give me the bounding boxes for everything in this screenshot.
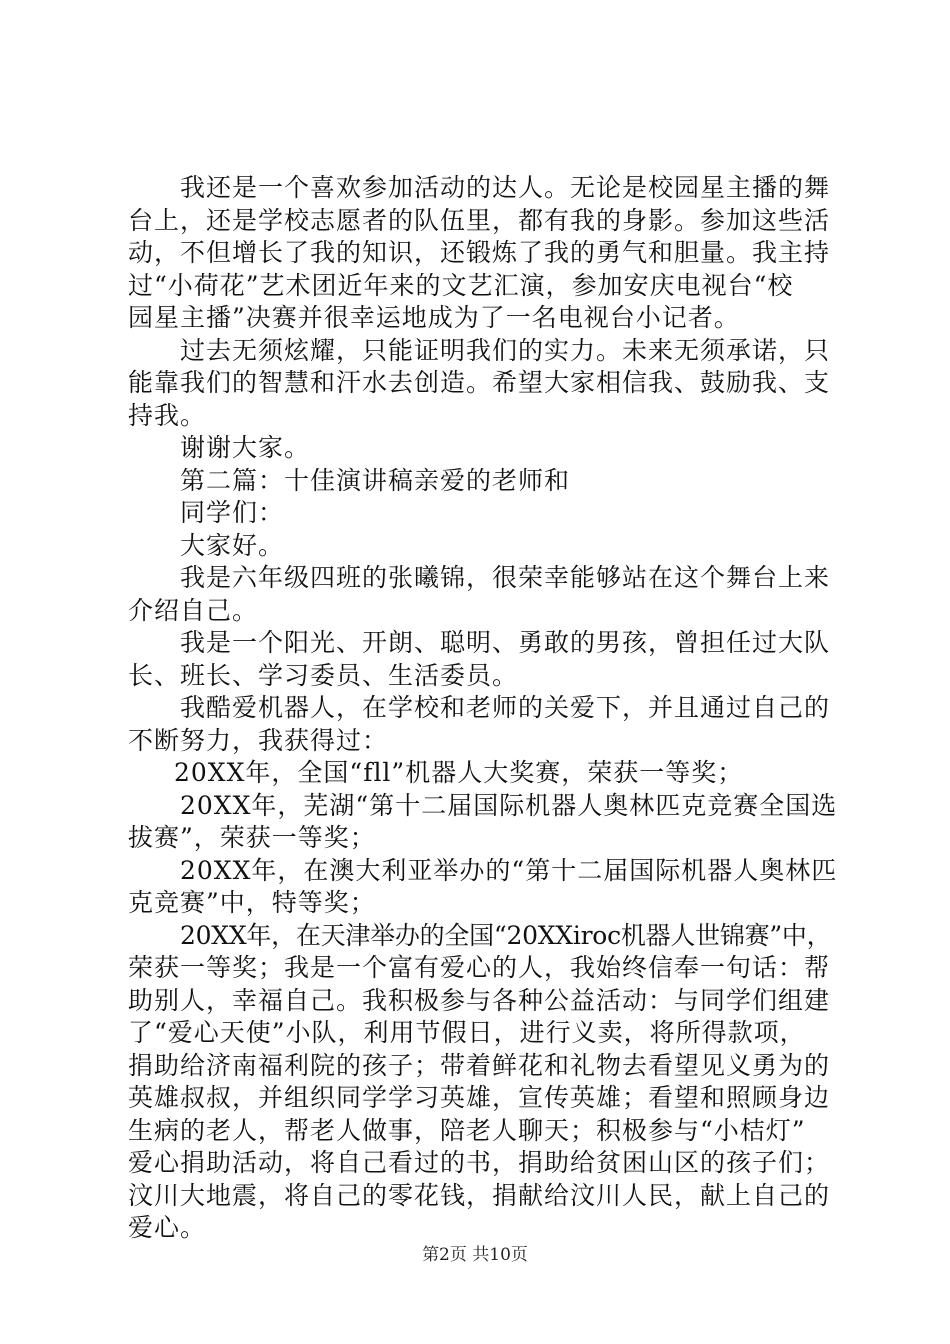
text-line: 动，不但增长了我的知识，还锻炼了我的勇气和胆量。我主持 (128, 238, 831, 267)
page-number-footer: 第2页 共10页 (422, 1245, 528, 1265)
text-line: 了“爱心天使”小队，利用节假日，进行义卖，将所得款项， (128, 1018, 806, 1047)
text-line: 20XX年，芜湖“第十二届国际机器人奥林匹克竞赛全国选 (180, 790, 838, 820)
text-line: 我还是一个喜欢参加活动的达人。无论是校园星主播的舞 (180, 173, 831, 202)
document-body (128, 172, 838, 1245)
text-line: 20XX年，全国“fll”机器人大奖赛，荣获一等奖； (174, 758, 744, 787)
text-line: 不断努力，我获得过： (128, 725, 389, 755)
text-line: 捐助给济南福利院的孩子；带着鲜花和礼物去看望见义勇为的 (128, 1050, 831, 1080)
text-line: 过去无须炫耀，只能证明我们的实力。未来无须承诺，只 (180, 335, 831, 365)
text-line: 能靠我们的智慧和汗水去创造。希望大家相信我、鼓励我、支 (128, 368, 831, 397)
text-line: 大家好。 (180, 530, 285, 560)
text-line: 我是六年级四班的张曦锦，很荣幸能够站在这个舞台上来 (180, 563, 831, 592)
text-line: 克竞赛”中，特等奖； (128, 888, 376, 917)
text-line: 我是一个阳光、开朗、聪明、勇敢的男孩，曾担任过大队 (180, 628, 831, 657)
text-line: 汶川大地震，将自己的零花钱，捐献给汶川人民，献上自己的 (128, 1180, 831, 1210)
text-line: 我酷爱机器人，在学校和老师的关爱下，并且通过自己的 (180, 693, 831, 722)
text-line: 园星主播”决赛并很幸运地成为了一名电视台小记者。 (128, 303, 740, 332)
text-line: 爱心。 (128, 1213, 207, 1242)
text-line: 过“小荷花”艺术团近年来的文艺汇演，参加安庆电视台“校 (128, 270, 794, 300)
text-line: 英雄叔叔，并组织同学学习英雄，宣传英雄；看望和照顾身边 (128, 1083, 831, 1112)
section-heading: 第二篇：十佳演讲稿亲爱的老师和 (180, 465, 571, 495)
text-line: 同学们： (180, 498, 285, 527)
text-line: 助别人，幸福自己。我积极参与各种公益活动：与同学们组建 (128, 985, 831, 1015)
text-line: 生病的老人，帮老人做事，陪老人聊天；积极参与“小桔灯” (128, 1115, 806, 1145)
text-line: 台上，还是学校志愿者的队伍里，都有我的身影。参加这些活 (128, 205, 831, 235)
text-line: 长、班长、学习委员、生活委员。 (128, 660, 519, 690)
text-line: 谢谢大家。 (180, 433, 311, 462)
text-line: 持我。 (128, 400, 207, 430)
text-line: 爱心捐助活动，将自己看过的书，捐助给贫困山区的孩子们； (128, 1148, 831, 1177)
text-line: 20XX年，在澳大利亚举办的“第十二届国际机器人奥林匹 (180, 855, 838, 885)
text-line: 拔赛”，荣获一等奖； (128, 823, 376, 852)
text-line: 介绍自己。 (128, 595, 259, 625)
text-line: 20XX年，在天津举办的全国“20XXiroc机器人世锦赛”中， (180, 920, 832, 950)
text-line: 荣获一等奖；我是一个富有爱心的人，我始终信奉一句话：帮 (128, 953, 831, 982)
